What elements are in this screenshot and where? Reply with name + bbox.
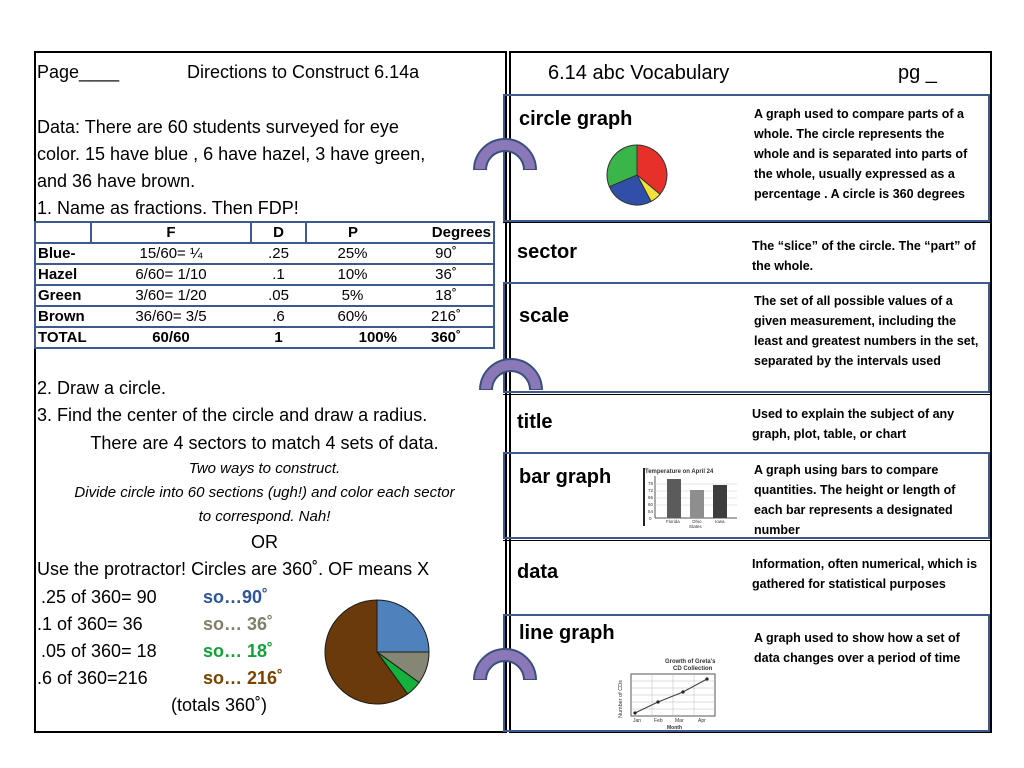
calc-expression: .1 of 360= 36	[37, 614, 143, 634]
italic-note-3: to correspond. Nah!	[198, 508, 331, 525]
vocab-row-title	[503, 394, 990, 452]
totals-note: (totals 360˚)	[171, 695, 268, 715]
vocab-row-circle-graph	[503, 94, 990, 222]
decimal-cell: .25	[268, 245, 289, 262]
thumb-category: Mar	[675, 718, 684, 724]
decimal-cell: .1	[272, 266, 285, 283]
step-2: 2. Draw a circle.	[37, 378, 167, 398]
thumb-point	[681, 690, 684, 693]
vocab-term: scale	[519, 305, 570, 327]
vocab-row-scale	[503, 282, 990, 393]
table-row	[35, 306, 494, 327]
thumb-tick: 78	[648, 481, 654, 486]
step-1: 1. Name as fractions. Then FDP!	[37, 198, 299, 218]
vocab-term: bar graph	[519, 466, 612, 488]
degrees-cell: 90˚	[435, 245, 457, 262]
vocab-term: sector	[517, 241, 578, 263]
data-line-3: and 36 have brown.	[37, 171, 196, 191]
vocab-row-bar-graph	[503, 452, 990, 539]
degrees-cell: 216˚	[430, 308, 462, 325]
thumb-point	[633, 711, 636, 714]
vocab-definition: Used to explain the subject of any graph, plot, table, or chart	[752, 407, 955, 441]
percent-cell: 5%	[341, 287, 364, 304]
table-header-cell: Degrees	[431, 224, 491, 241]
thumb-category: Jan	[633, 718, 642, 724]
line-graph-thumbnail	[613, 656, 725, 730]
step-3: 3. Find the center of the circle and draw a radius.	[37, 405, 428, 425]
fraction-cell: 15/60= ¼	[139, 245, 203, 262]
thumb-bar	[690, 490, 704, 518]
circle-graph-thumbnail	[604, 142, 670, 208]
vocab-term: circle graph	[519, 108, 633, 130]
thumb-title: Growth of Greta's	[665, 659, 716, 665]
vocab-row-sector	[503, 222, 990, 281]
row-label: Green	[38, 287, 82, 304]
calc-result: so… 36˚	[203, 614, 274, 634]
vocab-row-line-graph	[503, 614, 990, 732]
thumb-point	[705, 677, 708, 680]
thumb-bar	[713, 485, 727, 518]
thumb-point	[656, 700, 659, 703]
row-label: TOTAL	[38, 329, 87, 346]
calc-result: so… 18˚	[203, 641, 274, 661]
decimal-cell: 1	[274, 329, 283, 346]
fraction-cell: 60/60	[152, 329, 190, 346]
fraction-cell: 36/60= 3/5	[135, 308, 207, 325]
thumb-series-line	[635, 679, 707, 713]
thumb-tick: 54	[648, 509, 654, 514]
directions-title: Directions to Construct 6.14a	[187, 62, 420, 82]
vocab-row-data	[503, 540, 990, 614]
calc-expression: .05 of 360= 18	[41, 641, 157, 661]
thumb-bar	[667, 479, 681, 518]
calc-expression: .25 of 360= 90	[41, 587, 157, 607]
thumb-category: Iowa	[715, 519, 725, 524]
ring-binder-arch-icon	[470, 640, 540, 680]
table-row	[35, 264, 494, 285]
thumb-axis-label: States	[689, 524, 702, 528]
table-total-row	[35, 327, 494, 348]
bar-graph-thumbnail	[641, 466, 739, 528]
fdp-table	[34, 221, 495, 349]
decimal-cell: .6	[272, 308, 285, 325]
ring-binder-arch-icon	[476, 350, 546, 390]
or-label: OR	[251, 532, 278, 552]
italic-note-1: Two ways to construct.	[188, 460, 341, 477]
vocab-definition: A graph used to compare parts of a whole. The circle represents the whole and is separated into parts of the whole, usually expressed as a percentage . A circle is 360 degrees	[754, 107, 968, 201]
page-number-label: Page____	[37, 62, 120, 82]
table-header-cell	[35, 222, 91, 243]
row-label: Brown	[38, 308, 85, 325]
thumb-title: Temperature on April 24	[645, 469, 714, 475]
thumb-tick: 60	[648, 502, 654, 507]
vocab-definition: The “slice” of the circle. The “part” of the whole.	[752, 239, 976, 273]
table-row	[35, 243, 494, 264]
degrees-cell: 18˚	[435, 287, 457, 304]
fraction-cell: 3/60= 1/20	[135, 287, 207, 304]
ring-binder-arch-icon	[470, 130, 540, 170]
row-label: Blue-	[38, 245, 76, 262]
vocab-definition: A graph using bars to compare quantities. The height or length of each bar represents a designated number	[754, 463, 956, 537]
italic-note-2: Divide circle into 60 sections (ugh!) and color each sector	[74, 484, 455, 501]
vocab-term: title	[517, 411, 553, 433]
thumb-category: Florida	[666, 519, 680, 524]
percent-cell: 10%	[337, 266, 368, 283]
thumb-category: Feb	[654, 718, 663, 724]
percent-cell: 100%	[358, 329, 397, 346]
thumb-category: Ohio	[692, 519, 702, 524]
data-line-2: color. 15 have blue , 6 have hazel, 3 have green,	[37, 144, 426, 164]
step-3-continued: There are 4 sectors to match 4 sets of data.	[90, 433, 439, 453]
degrees-cell: 360˚	[430, 329, 462, 346]
fraction-cell: 6/60= 1/10	[135, 266, 207, 283]
data-line-1: Data: There are 60 students surveyed for eye	[37, 117, 399, 137]
thumb-category: Apr	[698, 718, 706, 724]
table-header-cell: F	[91, 222, 251, 243]
vocabulary-page-number: pg _	[898, 62, 937, 84]
vocab-definition: A graph used to show how a set of data changes over a period of time	[754, 631, 961, 665]
table-header-cell: P	[306, 222, 399, 243]
thumb-axis-label: Month	[667, 725, 682, 730]
percent-cell: 25%	[337, 245, 368, 262]
protractor-instruction: Use the protractor! Circles are 360˚. OF means X	[37, 559, 430, 579]
thumb-axis-label: Number of CDs	[618, 680, 624, 718]
vocab-term: line graph	[519, 622, 615, 644]
eye-color-pie-chart	[322, 597, 432, 707]
row-label: Hazel	[38, 266, 78, 283]
table-row	[35, 285, 494, 306]
thumb-tick: 66	[648, 495, 654, 500]
calc-expression: .6 of 360=216	[37, 668, 148, 688]
table-header-cell: D	[251, 222, 306, 243]
degrees-cell: 36˚	[435, 266, 457, 283]
calc-result: so… 216˚	[203, 668, 284, 688]
thumb-tick: 0	[649, 516, 652, 521]
decimal-cell: .05	[268, 287, 289, 304]
vocab-definition: The set of all possible values of a given measurement, including the least and greatest numbers in the set, separated by the intervals used	[754, 294, 979, 368]
calc-result: so…90˚	[203, 587, 269, 607]
thumb-tick: 72	[648, 488, 654, 493]
table-header-row	[35, 222, 494, 243]
thumb-title: CD Collection	[673, 666, 713, 672]
percent-cell: 60%	[337, 308, 368, 325]
vocabulary-title: 6.14 abc Vocabulary	[548, 62, 730, 84]
vocab-definition: Information, often numerical, which is gathered for statistical purposes	[752, 557, 978, 591]
pie-slice-blue	[377, 600, 429, 652]
vocab-term: data	[517, 561, 559, 583]
